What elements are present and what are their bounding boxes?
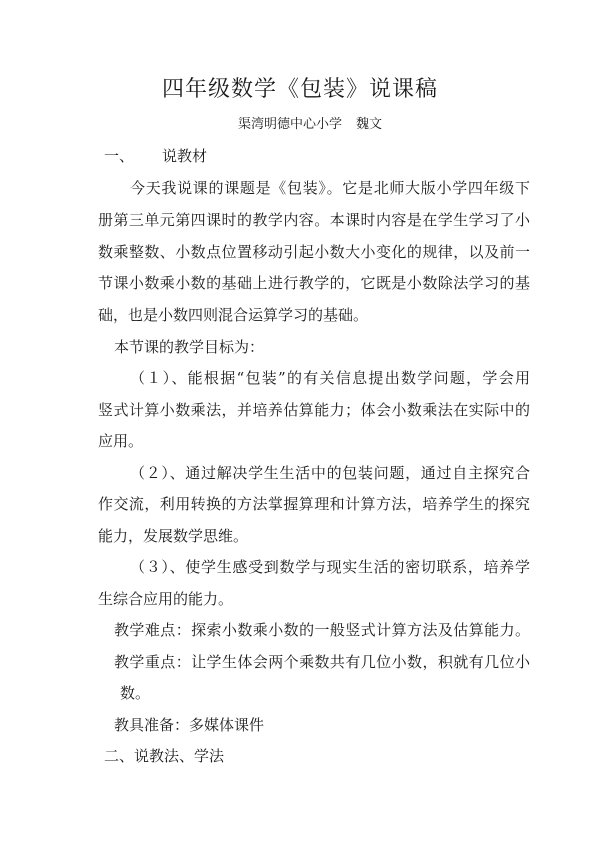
school-name: 渠湾明德中心小学 [237, 117, 342, 132]
section-heading-2: 二、说教法、学法 [104, 747, 225, 765]
goal-line: 作交流，利用转换的方法掌握算理和计算方法，培养学生的探究 [98, 495, 530, 513]
document-title: 四年级数学《包装》说课稿 [161, 77, 438, 102]
author-name: 魏文 [356, 117, 383, 132]
goal-line: 竖式计算小数乘法，并培养估算能力；体会小数乘法在实际中的 [98, 401, 530, 419]
teaching-difficulty: 教学难点：探索小数乘小数的一般竖式计算方法及估算能力。 [114, 621, 530, 639]
paragraph-line: 节课小数乘小数的基础上进行教学的，它既是小数除法学习的基 [98, 274, 530, 292]
goal-line: 能力，发展数学思维。 [98, 527, 249, 545]
section-title: 说教材 [162, 147, 208, 165]
goals-intro: 本节课的教学目标为： [114, 338, 265, 356]
goal-line: 应用。 [98, 432, 144, 450]
paragraph-line: 今天我说课的课题是《包装》。它是北师大版小学四年级下 [130, 179, 530, 197]
paragraph-line: 础，也是小数四则混合运算学习的基础。 [98, 306, 369, 324]
teaching-key-point: 教学重点：让学生体会两个乘数共有几位小数，积就有几位小 [114, 653, 530, 671]
section-heading-1 [104, 146, 207, 166]
byline [0, 116, 600, 134]
goal-line: （２）、通过解决学生生活中的包装问题，通过自主探究合 [130, 464, 530, 482]
goal-line: （１）、能根据“包装”的有关信息提出数学问题，学会用 [130, 369, 530, 387]
section-number: 一、 [104, 147, 135, 165]
teaching-tools: 教具准备：多媒体课件 [114, 716, 265, 734]
paragraph-line: 册第三单元第四课时的教学内容。本课时内容是在学生学习了小 [98, 211, 530, 229]
goal-line: （３）、使学生感受到数学与现实生活的密切联系，培养学 [130, 558, 530, 576]
paragraph-line: 数乘整数、小数点位置移动引起小数大小变化的规律，以及前一 [98, 243, 530, 261]
teaching-key-point-continued: 数。 [120, 684, 151, 702]
goal-line: 生综合应用的能力。 [98, 590, 234, 608]
